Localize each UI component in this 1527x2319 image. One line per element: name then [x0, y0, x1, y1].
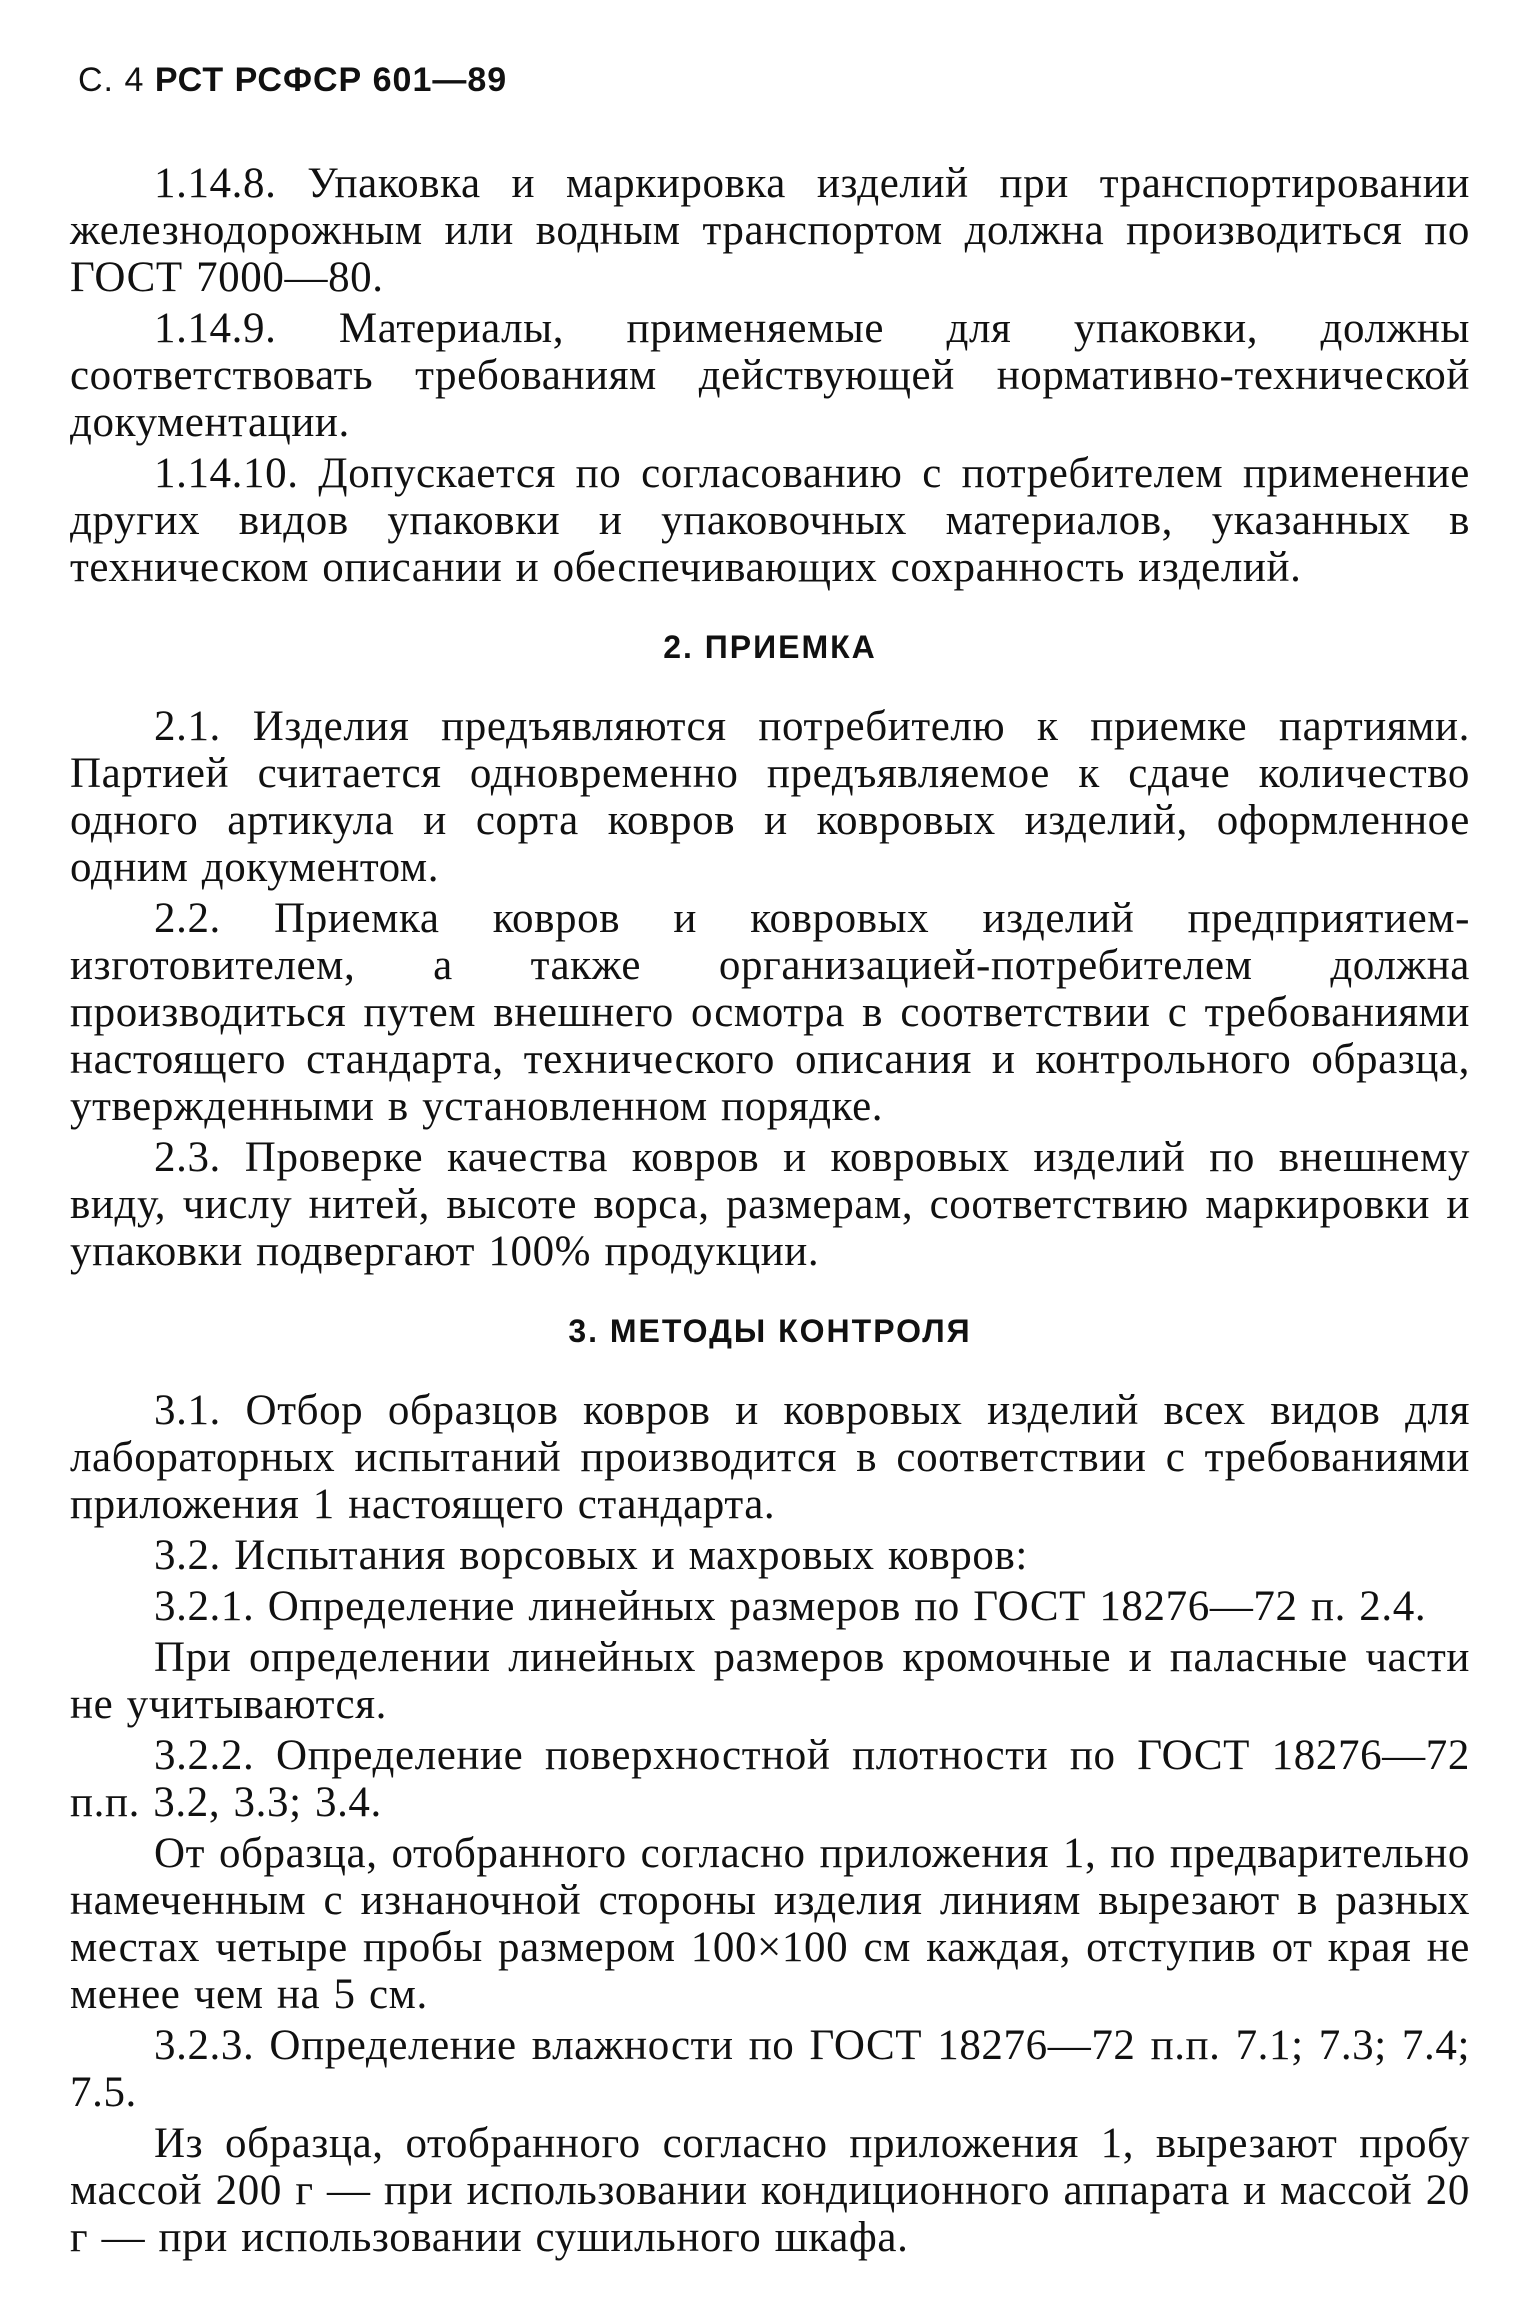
- paragraph-samples-cutting: От образца, отобранного согласно приложения 1, по предварительно намеченным с изнаночной стороны изделия линиям вырезают в разных местах четыре пробы размером 100×100 см каждая, отступив от края не менее чем на 5 см.: [70, 1830, 1470, 2018]
- paragraph-3-1: 3.1. Отбор образцов ковров и ковровых изделий всех видов для лабораторных испытаний производится в соответствии с требованиями приложения 1 настоящего стандарта.: [70, 1387, 1470, 1528]
- page-number: С. 4: [78, 61, 145, 99]
- paragraph-2-2: 2.2. Приемка ковров и ковровых изделий предприятием-изготовителем, а также организацией-потребителем должна производиться путем внешнего осмотра в соответствии с требованиями настоящего стандарта, технического описания и контрольного образца, утвержденными в установленном порядке.: [70, 895, 1470, 1130]
- paragraph-2-1: 2.1. Изделия предъявляются потребителю к приемке партиями. Партией считается одновременно предъявляемое к сдаче количество одного артикула и сорта ковров и ковровых изделий, оформленное одним документом.: [70, 703, 1470, 891]
- paragraph-3-2: 3.2. Испытания ворсовых и махровых ковров:: [154, 1532, 1028, 1579]
- paragraph-3-2-3: 3.2.3. Определение влажности по ГОСТ 18276—72 п.п. 7.1; 7.3; 7.4; 7.5.: [70, 2022, 1470, 2116]
- standard-number: РСТ РСФСР 601—89: [154, 61, 508, 99]
- paragraph-1-14-9: 1.14.9. Материалы, применяемые для упаковки, должны соответствовать требованиям действующей нормативно-технической документации.: [70, 305, 1470, 446]
- section-title-control-methods: 3. МЕТОДЫ КОНТРОЛЯ: [568, 1313, 972, 1349]
- paragraph-2-3: 2.3. Проверке качества ковров и ковровых изделий по внешнему виду, числу нитей, высоте ворса, размерам, соответствию маркировки и упаковки подвергают 100% продукции.: [70, 1134, 1470, 1275]
- paragraph-linear-sizes-note: При определении линейных размеров кромочные и паласные части не учитываются.: [70, 1634, 1470, 1728]
- paragraph-3-2-2: 3.2.2. Определение поверхностной плотности по ГОСТ 18276—72 п.п. 3.2, 3.3; 3.4.: [70, 1732, 1470, 1826]
- section-title-acceptance: 2. ПРИЕМКА: [663, 629, 877, 665]
- paragraph-sample-mass: Из образца, отобранного согласно приложения 1, вырезают пробу массой 200 г — при использовании кондиционного аппарата и массой 20 г — при использовании сушильного шкафа.: [70, 2120, 1470, 2261]
- paragraph-1-14-8: 1.14.8. Упаковка и маркировка изделий при транспортировании железнодорожным или водным транспортом должна производиться по ГОСТ 7000—80.: [70, 160, 1470, 301]
- page-header: [78, 60, 1470, 100]
- paragraph-1-14-10: 1.14.10. Допускается по согласованию с потребителем применение других видов упаковки и упаковочных материалов, указанных в техническом описании и обеспечивающих сохранность изделий.: [70, 450, 1470, 591]
- document-page: [70, 60, 1470, 2261]
- paragraph-3-2-1: 3.2.1. Определение линейных размеров по ГОСТ 18276—72 п. 2.4.: [154, 1583, 1427, 1630]
